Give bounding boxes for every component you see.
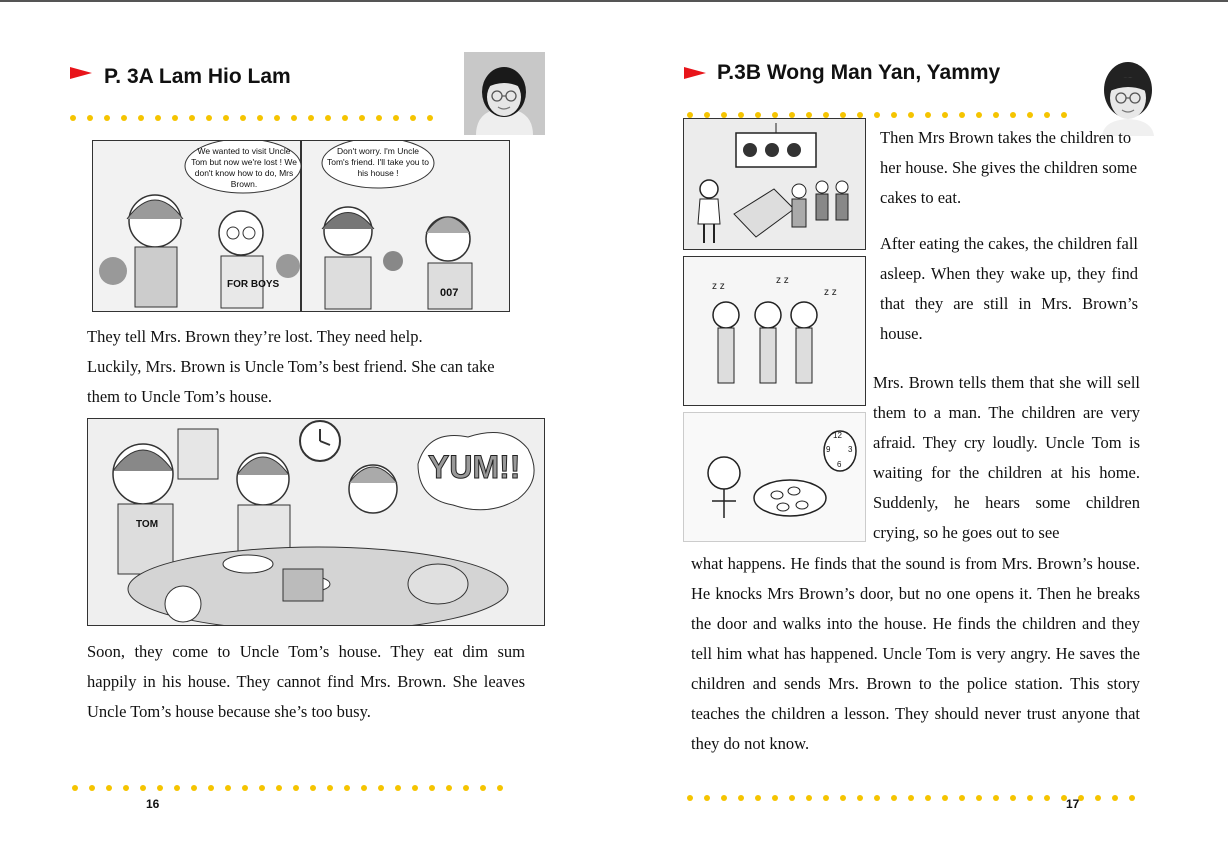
- drawing-crying: [683, 412, 866, 542]
- clock-digit-9: 9: [826, 445, 831, 454]
- clock-digit-12: 12: [833, 431, 842, 440]
- right-paragraph-3-wrap: Mrs. Brown tells them that she will sell them to a man. The children are very afraid. They cry loudly. Uncle Tom is waiting for the children at his home. Suddenly, he hears some children crying, so he goes out to see: [873, 373, 1140, 542]
- shirt-text-for-boys: FOR BOYS: [227, 279, 280, 290]
- clock-digit-3: 3: [848, 445, 853, 454]
- right-top-dots: [687, 105, 1078, 113]
- red-flag-icon: [70, 67, 92, 79]
- left-paragraph-1: [87, 322, 527, 412]
- left-page-number: 16: [146, 797, 160, 811]
- left-author-photo: [464, 52, 545, 135]
- svg-text:z z: z z: [712, 281, 725, 292]
- right-author-heading: P.3B Wong Man Yan, Yammy: [717, 61, 1001, 84]
- right-page: [614, 0, 1228, 868]
- right-paragraph-1: Then Mrs Brown takes the children to her house. She gives the children some cakes to eat.: [880, 128, 1138, 207]
- drawing-asleep: [683, 256, 866, 406]
- shirt-text-007: 007: [440, 287, 459, 299]
- right-bottom-dots: [687, 788, 1146, 796]
- svg-text:z z: z z: [824, 287, 837, 298]
- left-paragraph-1-line: They tell Mrs. Brown they’re lost. They need help.: [87, 327, 423, 346]
- left-paragraph-1-line: Luckily, Mrs. Brown is Uncle Tom’s best friend. She can take: [87, 357, 495, 376]
- left-bottom-dots: [72, 778, 514, 786]
- yum-text: YUM!!: [428, 449, 521, 485]
- left-paragraph-2: Soon, they come to Uncle Tom’s house. They eat dim sum happily in his house. They cannot find Mrs. Brown. She leaves Uncle Tom’s house because she’s too busy.: [87, 642, 525, 721]
- speech-bubble-friend: Don't worry. I'm Uncle Tom's friend. I'll take you to his house !: [327, 146, 429, 178]
- speech-bubble-lost: We wanted to visit Uncle Tom but now we're lost ! We don't know how to do, Mrs Brown.: [191, 146, 297, 189]
- left-paragraph-1-line: them to Uncle Tom’s house.: [87, 387, 273, 406]
- left-author-heading: P. 3A Lam Hio Lam: [104, 65, 291, 88]
- right-paragraph-2: After eating the cakes, the children fall asleep. When they wake up, they find that they are still in Mrs. Brown’s house.: [880, 234, 1138, 343]
- right-paragraph-3-full: what happens. He finds that the sound is from Mrs. Brown’s house. He knocks Mrs Brown’s door, but no one opens it. Then he breaks the door and walks into the house. He finds the children and they tell him what has happened. Uncle Tom is very angry. He saves the children and sends Mrs. Brown to the police station. This story teaches the children a lesson. They should never trust anyone that they do not know.: [691, 554, 1140, 753]
- comic-panel-lost-children: [92, 140, 510, 312]
- red-flag-icon: [684, 67, 706, 79]
- drawing-cakes: [683, 118, 866, 250]
- left-top-dots: [70, 108, 444, 116]
- comic-panel-dim-sum: [87, 418, 545, 626]
- svg-text:z z: z z: [776, 275, 789, 286]
- right-page-number: 17: [1066, 797, 1080, 811]
- apron-text-tom: TOM: [136, 519, 159, 530]
- clock-digit-6: 6: [837, 460, 842, 469]
